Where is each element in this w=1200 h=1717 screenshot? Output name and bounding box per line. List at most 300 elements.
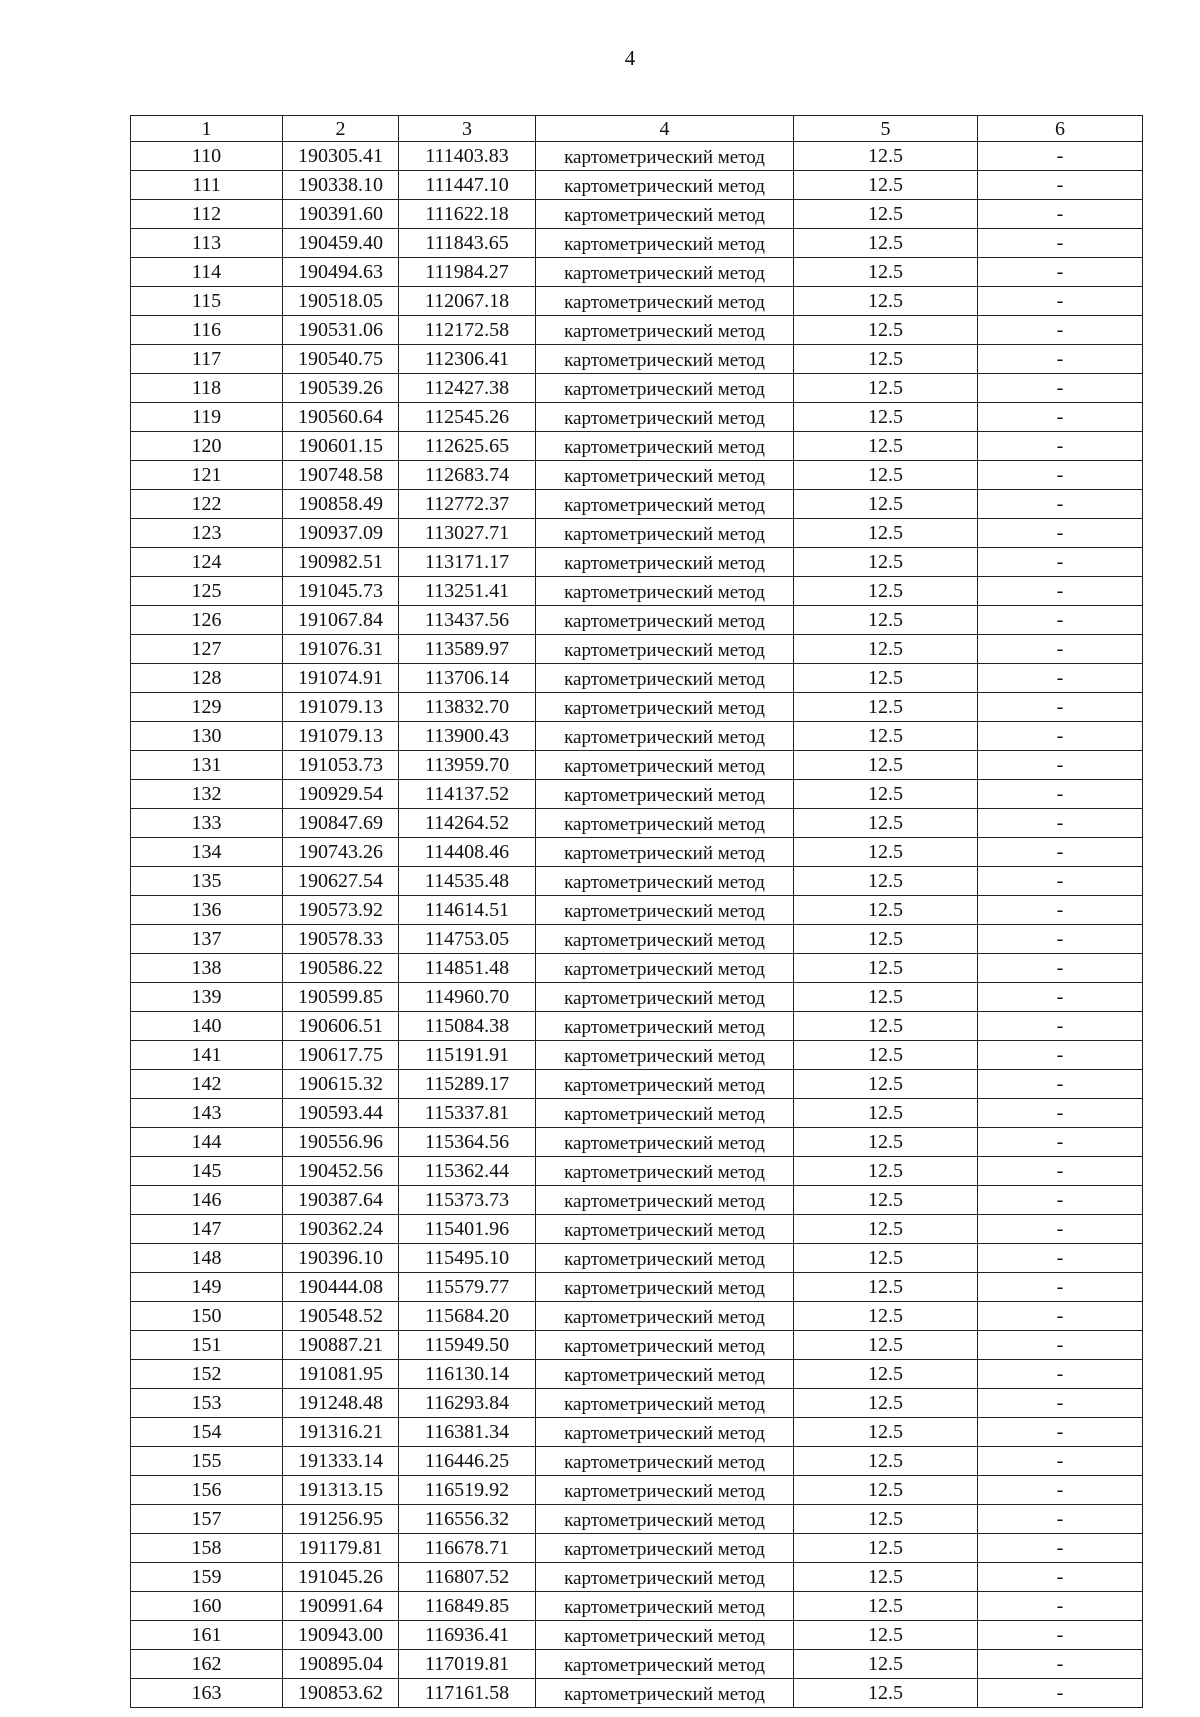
x-coordinate-cell: 190518.05	[283, 287, 399, 316]
y-coordinate-cell: 116936.41	[399, 1621, 536, 1650]
table-row	[131, 1273, 1143, 1302]
accuracy-cell: 12.5	[794, 954, 978, 983]
x-coordinate-cell: 190615.32	[283, 1070, 399, 1099]
point-number-cell: 131	[131, 751, 283, 780]
accuracy-cell: 12.5	[794, 1447, 978, 1476]
accuracy-cell: 12.5	[794, 461, 978, 490]
table-row	[131, 229, 1143, 258]
y-coordinate-cell: 114753.05	[399, 925, 536, 954]
table-row	[131, 142, 1143, 171]
point-number-cell: 113	[131, 229, 283, 258]
point-number-cell: 132	[131, 780, 283, 809]
y-coordinate-cell: 112067.18	[399, 287, 536, 316]
point-number-cell: 114	[131, 258, 283, 287]
table-row	[131, 780, 1143, 809]
table-row	[131, 751, 1143, 780]
point-number-cell: 123	[131, 519, 283, 548]
method-cell: картометрический метод	[536, 1447, 794, 1476]
y-coordinate-cell: 113251.41	[399, 577, 536, 606]
x-coordinate-cell: 191076.31	[283, 635, 399, 664]
column-header-5: 5	[794, 116, 978, 142]
point-number-cell: 126	[131, 606, 283, 635]
page-number: 4	[624, 46, 636, 70]
column-header-6: 6	[978, 116, 1143, 142]
x-coordinate-cell: 191079.13	[283, 693, 399, 722]
accuracy-cell: 12.5	[794, 171, 978, 200]
x-coordinate-cell: 190937.09	[283, 519, 399, 548]
note-cell: -	[978, 1360, 1143, 1389]
point-number-cell: 125	[131, 577, 283, 606]
method-cell: картометрический метод	[536, 1534, 794, 1563]
y-coordinate-cell: 113900.43	[399, 722, 536, 751]
table-row	[131, 925, 1143, 954]
method-cell: картометрический метод	[536, 1099, 794, 1128]
note-cell: -	[978, 287, 1143, 316]
note-cell: -	[978, 1186, 1143, 1215]
accuracy-cell: 12.5	[794, 838, 978, 867]
point-number-cell: 124	[131, 548, 283, 577]
method-cell: картометрический метод	[536, 374, 794, 403]
note-cell: -	[978, 1563, 1143, 1592]
note-cell: -	[978, 1244, 1143, 1273]
method-cell: картометрический метод	[536, 1476, 794, 1505]
y-coordinate-cell: 112772.37	[399, 490, 536, 519]
method-cell: картометрический метод	[536, 1505, 794, 1534]
method-cell: картометрический метод	[536, 1041, 794, 1070]
note-cell: -	[978, 1476, 1143, 1505]
accuracy-cell: 12.5	[794, 1418, 978, 1447]
y-coordinate-cell: 114960.70	[399, 983, 536, 1012]
table-row	[131, 1447, 1143, 1476]
table-row	[131, 867, 1143, 896]
x-coordinate-cell: 190494.63	[283, 258, 399, 287]
x-coordinate-cell: 190540.75	[283, 345, 399, 374]
note-cell: -	[978, 345, 1143, 374]
method-cell: картометрический метод	[536, 316, 794, 345]
method-cell: картометрический метод	[536, 577, 794, 606]
table-row	[131, 577, 1143, 606]
y-coordinate-cell: 113589.97	[399, 635, 536, 664]
point-number-cell: 159	[131, 1563, 283, 1592]
point-number-cell: 117	[131, 345, 283, 374]
y-coordinate-cell: 114614.51	[399, 896, 536, 925]
y-coordinate-cell: 113171.17	[399, 548, 536, 577]
y-coordinate-cell: 116678.71	[399, 1534, 536, 1563]
note-cell: -	[978, 403, 1143, 432]
point-number-cell: 153	[131, 1389, 283, 1418]
point-number-cell: 129	[131, 693, 283, 722]
y-coordinate-cell: 113027.71	[399, 519, 536, 548]
accuracy-cell: 12.5	[794, 519, 978, 548]
x-coordinate-cell: 190338.10	[283, 171, 399, 200]
point-number-cell: 147	[131, 1215, 283, 1244]
y-coordinate-cell: 115364.56	[399, 1128, 536, 1157]
point-number-cell: 134	[131, 838, 283, 867]
accuracy-cell: 12.5	[794, 606, 978, 635]
note-cell: -	[978, 171, 1143, 200]
table-row	[131, 548, 1143, 577]
note-cell: -	[978, 780, 1143, 809]
table-row	[131, 200, 1143, 229]
note-cell: -	[978, 1505, 1143, 1534]
point-number-cell: 162	[131, 1650, 283, 1679]
y-coordinate-cell: 112306.41	[399, 345, 536, 374]
table-row	[131, 954, 1143, 983]
accuracy-cell: 12.5	[794, 1273, 978, 1302]
note-cell: -	[978, 200, 1143, 229]
accuracy-cell: 12.5	[794, 1476, 978, 1505]
note-cell: -	[978, 722, 1143, 751]
note-cell: -	[978, 751, 1143, 780]
accuracy-cell: 12.5	[794, 925, 978, 954]
y-coordinate-cell: 111403.83	[399, 142, 536, 171]
point-number-cell: 110	[131, 142, 283, 171]
table-row	[131, 1418, 1143, 1447]
table-row	[131, 1099, 1143, 1128]
x-coordinate-cell: 190895.04	[283, 1650, 399, 1679]
accuracy-cell: 12.5	[794, 490, 978, 519]
method-cell: картометрический метод	[536, 1273, 794, 1302]
method-cell: картометрический метод	[536, 1563, 794, 1592]
x-coordinate-cell: 190586.22	[283, 954, 399, 983]
table-row	[131, 432, 1143, 461]
point-number-cell: 163	[131, 1679, 283, 1708]
table-row	[131, 1592, 1143, 1621]
y-coordinate-cell: 113832.70	[399, 693, 536, 722]
note-cell: -	[978, 490, 1143, 519]
accuracy-cell: 12.5	[794, 1563, 978, 1592]
note-cell: -	[978, 461, 1143, 490]
accuracy-cell: 12.5	[794, 1331, 978, 1360]
x-coordinate-cell: 190601.15	[283, 432, 399, 461]
method-cell: картометрический метод	[536, 171, 794, 200]
method-cell: картометрический метод	[536, 983, 794, 1012]
y-coordinate-cell: 117161.58	[399, 1679, 536, 1708]
y-coordinate-cell: 115289.17	[399, 1070, 536, 1099]
table-row	[131, 374, 1143, 403]
y-coordinate-cell: 115362.44	[399, 1157, 536, 1186]
table-row	[131, 1157, 1143, 1186]
x-coordinate-cell: 191079.13	[283, 722, 399, 751]
method-cell: картометрический метод	[536, 925, 794, 954]
accuracy-cell: 12.5	[794, 403, 978, 432]
y-coordinate-cell: 116556.32	[399, 1505, 536, 1534]
point-number-cell: 120	[131, 432, 283, 461]
note-cell: -	[978, 1215, 1143, 1244]
x-coordinate-cell: 190459.40	[283, 229, 399, 258]
accuracy-cell: 12.5	[794, 896, 978, 925]
method-cell: картометрический метод	[536, 1186, 794, 1215]
accuracy-cell: 12.5	[794, 867, 978, 896]
table-row	[131, 1389, 1143, 1418]
accuracy-cell: 12.5	[794, 983, 978, 1012]
header-row	[131, 116, 1143, 142]
accuracy-cell: 12.5	[794, 1679, 978, 1708]
method-cell: картометрический метод	[536, 809, 794, 838]
table-row	[131, 896, 1143, 925]
point-number-cell: 152	[131, 1360, 283, 1389]
note-cell: -	[978, 1534, 1143, 1563]
method-cell: картометрический метод	[536, 606, 794, 635]
x-coordinate-cell: 190982.51	[283, 548, 399, 577]
accuracy-cell: 12.5	[794, 345, 978, 374]
point-number-cell: 144	[131, 1128, 283, 1157]
accuracy-cell: 12.5	[794, 809, 978, 838]
table-row	[131, 1186, 1143, 1215]
method-cell: картометрический метод	[536, 1128, 794, 1157]
table-body	[131, 142, 1143, 1708]
x-coordinate-cell: 191074.91	[283, 664, 399, 693]
table-row	[131, 635, 1143, 664]
point-number-cell: 112	[131, 200, 283, 229]
table-row	[131, 838, 1143, 867]
point-number-cell: 143	[131, 1099, 283, 1128]
x-coordinate-cell: 190943.00	[283, 1621, 399, 1650]
y-coordinate-cell: 116446.25	[399, 1447, 536, 1476]
accuracy-cell: 12.5	[794, 577, 978, 606]
table-row	[131, 287, 1143, 316]
x-coordinate-cell: 190599.85	[283, 983, 399, 1012]
point-number-cell: 115	[131, 287, 283, 316]
point-number-cell: 160	[131, 1592, 283, 1621]
x-coordinate-cell: 190387.64	[283, 1186, 399, 1215]
accuracy-cell: 12.5	[794, 1041, 978, 1070]
accuracy-cell: 12.5	[794, 229, 978, 258]
table-row	[131, 1534, 1143, 1563]
accuracy-cell: 12.5	[794, 1505, 978, 1534]
x-coordinate-cell: 191316.21	[283, 1418, 399, 1447]
y-coordinate-cell: 116519.92	[399, 1476, 536, 1505]
x-coordinate-cell: 190743.26	[283, 838, 399, 867]
method-cell: картометрический метод	[536, 548, 794, 577]
y-coordinate-cell: 112172.58	[399, 316, 536, 345]
x-coordinate-cell: 191333.14	[283, 1447, 399, 1476]
accuracy-cell: 12.5	[794, 1389, 978, 1418]
column-header-4: 4	[536, 116, 794, 142]
method-cell: картометрический метод	[536, 751, 794, 780]
method-cell: картометрический метод	[536, 954, 794, 983]
x-coordinate-cell: 191081.95	[283, 1360, 399, 1389]
method-cell: картометрический метод	[536, 403, 794, 432]
method-cell: картометрический метод	[536, 1331, 794, 1360]
method-cell: картометрический метод	[536, 490, 794, 519]
y-coordinate-cell: 115373.73	[399, 1186, 536, 1215]
y-coordinate-cell: 112683.74	[399, 461, 536, 490]
x-coordinate-cell: 190444.08	[283, 1273, 399, 1302]
y-coordinate-cell: 115579.77	[399, 1273, 536, 1302]
table-row	[131, 461, 1143, 490]
table-row	[131, 809, 1143, 838]
y-coordinate-cell: 112625.65	[399, 432, 536, 461]
y-coordinate-cell: 111843.65	[399, 229, 536, 258]
table-row	[131, 171, 1143, 200]
table-row	[131, 1331, 1143, 1360]
accuracy-cell: 12.5	[794, 1128, 978, 1157]
note-cell: -	[978, 1012, 1143, 1041]
accuracy-cell: 12.5	[794, 1360, 978, 1389]
point-number-cell: 138	[131, 954, 283, 983]
x-coordinate-cell: 190305.41	[283, 142, 399, 171]
point-number-cell: 157	[131, 1505, 283, 1534]
y-coordinate-cell: 117019.81	[399, 1650, 536, 1679]
table-row	[131, 345, 1143, 374]
table-row	[131, 722, 1143, 751]
point-number-cell: 154	[131, 1418, 283, 1447]
point-number-cell: 136	[131, 896, 283, 925]
point-number-cell: 127	[131, 635, 283, 664]
table-row	[131, 1360, 1143, 1389]
note-cell: -	[978, 548, 1143, 577]
x-coordinate-cell: 190573.92	[283, 896, 399, 925]
y-coordinate-cell: 112545.26	[399, 403, 536, 432]
point-number-cell: 148	[131, 1244, 283, 1273]
point-number-cell: 156	[131, 1476, 283, 1505]
accuracy-cell: 12.5	[794, 1099, 978, 1128]
accuracy-cell: 12.5	[794, 635, 978, 664]
table-row	[131, 664, 1143, 693]
x-coordinate-cell: 190887.21	[283, 1331, 399, 1360]
y-coordinate-cell: 111984.27	[399, 258, 536, 287]
x-coordinate-cell: 190748.58	[283, 461, 399, 490]
y-coordinate-cell: 116849.85	[399, 1592, 536, 1621]
point-number-cell: 119	[131, 403, 283, 432]
method-cell: картометрический метод	[536, 635, 794, 664]
x-coordinate-cell: 190578.33	[283, 925, 399, 954]
note-cell: -	[978, 1041, 1143, 1070]
x-coordinate-cell: 190556.96	[283, 1128, 399, 1157]
point-number-cell: 158	[131, 1534, 283, 1563]
x-coordinate-cell: 191256.95	[283, 1505, 399, 1534]
note-cell: -	[978, 867, 1143, 896]
method-cell: картометрический метод	[536, 519, 794, 548]
note-cell: -	[978, 519, 1143, 548]
note-cell: -	[978, 635, 1143, 664]
method-cell: картометрический метод	[536, 1592, 794, 1621]
y-coordinate-cell: 113437.56	[399, 606, 536, 635]
point-number-cell: 116	[131, 316, 283, 345]
table-row	[131, 403, 1143, 432]
note-cell: -	[978, 925, 1143, 954]
point-number-cell: 145	[131, 1157, 283, 1186]
point-number-cell: 161	[131, 1621, 283, 1650]
x-coordinate-cell: 190396.10	[283, 1244, 399, 1273]
point-number-cell: 155	[131, 1447, 283, 1476]
point-number-cell: 137	[131, 925, 283, 954]
note-cell: -	[978, 606, 1143, 635]
note-cell: -	[978, 1331, 1143, 1360]
point-number-cell: 111	[131, 171, 283, 200]
point-number-cell: 149	[131, 1273, 283, 1302]
note-cell: -	[978, 1389, 1143, 1418]
method-cell: картометрический метод	[536, 1244, 794, 1273]
point-number-cell: 130	[131, 722, 283, 751]
note-cell: -	[978, 1099, 1143, 1128]
point-number-cell: 142	[131, 1070, 283, 1099]
method-cell: картометрический метод	[536, 780, 794, 809]
accuracy-cell: 12.5	[794, 1215, 978, 1244]
table-row	[131, 1505, 1143, 1534]
method-cell: картометрический метод	[536, 345, 794, 374]
method-cell: картометрический метод	[536, 1389, 794, 1418]
accuracy-cell: 12.5	[794, 1534, 978, 1563]
accuracy-cell: 12.5	[794, 287, 978, 316]
accuracy-cell: 12.5	[794, 693, 978, 722]
column-header-1: 1	[131, 116, 283, 142]
point-number-cell: 128	[131, 664, 283, 693]
table-row	[131, 258, 1143, 287]
note-cell: -	[978, 1621, 1143, 1650]
table-header	[131, 116, 1143, 142]
note-cell: -	[978, 1273, 1143, 1302]
accuracy-cell: 12.5	[794, 432, 978, 461]
table-row	[131, 1244, 1143, 1273]
y-coordinate-cell: 114851.48	[399, 954, 536, 983]
table-row	[131, 693, 1143, 722]
y-coordinate-cell: 116130.14	[399, 1360, 536, 1389]
method-cell: картометрический метод	[536, 1418, 794, 1447]
note-cell: -	[978, 1679, 1143, 1708]
method-cell: картометрический метод	[536, 1215, 794, 1244]
column-header-2: 2	[283, 116, 399, 142]
method-cell: картометрический метод	[536, 142, 794, 171]
y-coordinate-cell: 115949.50	[399, 1331, 536, 1360]
accuracy-cell: 12.5	[794, 1244, 978, 1273]
x-coordinate-cell: 190548.52	[283, 1302, 399, 1331]
x-coordinate-cell: 191045.26	[283, 1563, 399, 1592]
accuracy-cell: 12.5	[794, 780, 978, 809]
note-cell: -	[978, 1592, 1143, 1621]
x-coordinate-cell: 190929.54	[283, 780, 399, 809]
table-row	[131, 1621, 1143, 1650]
method-cell: картометрический метод	[536, 1621, 794, 1650]
x-coordinate-cell: 190452.56	[283, 1157, 399, 1186]
y-coordinate-cell: 116381.34	[399, 1418, 536, 1447]
point-number-cell: 146	[131, 1186, 283, 1215]
accuracy-cell: 12.5	[794, 374, 978, 403]
x-coordinate-cell: 190853.62	[283, 1679, 399, 1708]
point-number-cell: 118	[131, 374, 283, 403]
x-coordinate-cell: 190391.60	[283, 200, 399, 229]
x-coordinate-cell: 191045.73	[283, 577, 399, 606]
note-cell: -	[978, 1128, 1143, 1157]
table-row	[131, 1041, 1143, 1070]
accuracy-cell: 12.5	[794, 200, 978, 229]
note-cell: -	[978, 838, 1143, 867]
note-cell: -	[978, 374, 1143, 403]
method-cell: картометрический метод	[536, 1360, 794, 1389]
y-coordinate-cell: 115337.81	[399, 1099, 536, 1128]
note-cell: -	[978, 577, 1143, 606]
x-coordinate-cell: 190606.51	[283, 1012, 399, 1041]
note-cell: -	[978, 983, 1143, 1012]
y-coordinate-cell: 115684.20	[399, 1302, 536, 1331]
method-cell: картометрический метод	[536, 287, 794, 316]
coordinates-table	[130, 115, 1143, 1708]
x-coordinate-cell: 191067.84	[283, 606, 399, 635]
accuracy-cell: 12.5	[794, 751, 978, 780]
method-cell: картометрический метод	[536, 200, 794, 229]
accuracy-cell: 12.5	[794, 316, 978, 345]
table-row	[131, 490, 1143, 519]
table-row	[131, 1302, 1143, 1331]
method-cell: картометрический метод	[536, 896, 794, 925]
table-row	[131, 1215, 1143, 1244]
y-coordinate-cell: 111447.10	[399, 171, 536, 200]
method-cell: картометрический метод	[536, 258, 794, 287]
y-coordinate-cell: 114137.52	[399, 780, 536, 809]
method-cell: картометрический метод	[536, 432, 794, 461]
table-row	[131, 316, 1143, 345]
